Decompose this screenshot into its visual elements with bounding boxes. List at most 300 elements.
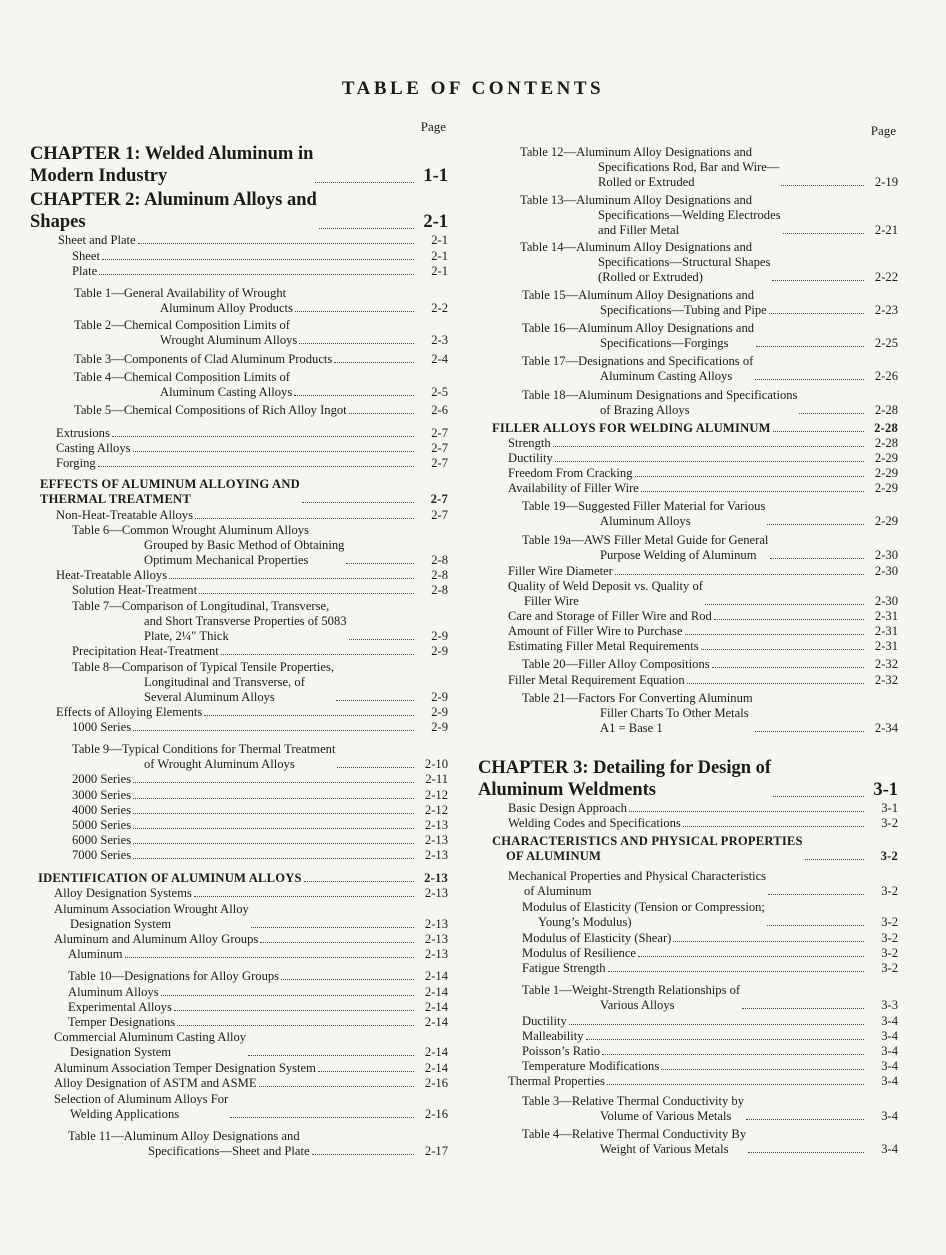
page-number: 2-9 xyxy=(431,720,448,734)
entry-title xyxy=(520,145,779,190)
toc-entry xyxy=(30,233,448,248)
entry-title-line: Table 18—Aluminum Designations and Specifications xyxy=(522,388,798,402)
toc-entry xyxy=(478,388,898,418)
entry-title xyxy=(72,803,131,818)
dot-leader xyxy=(337,767,414,768)
dot-leader xyxy=(248,1055,414,1056)
dot-leader xyxy=(204,715,414,716)
entry-title-line: Alloy Designation of ASTM and ASME xyxy=(54,1076,257,1090)
entry-title xyxy=(72,249,100,264)
page-number: 2-14 xyxy=(424,1061,448,1075)
page-number: 2-9 xyxy=(431,690,448,704)
page-number: 2-4 xyxy=(431,352,448,366)
entry-title-line: Table 15—Aluminum Alloy Designations and xyxy=(522,288,755,302)
entry-title-line: of Wrought Aluminum Alloys xyxy=(144,757,295,771)
toc-entry xyxy=(478,466,898,481)
dot-leader xyxy=(553,446,864,447)
toc-entry xyxy=(30,947,448,962)
entry-title-line: Table 4—Chemical Composition Limits of xyxy=(74,370,290,384)
page-number: 2-11 xyxy=(425,772,448,786)
entry-title-line: Specifications—Sheet and Plate xyxy=(148,1144,310,1158)
entry-title xyxy=(56,456,96,471)
entry-title-line: Aluminum Association Temper Designation System xyxy=(54,1061,316,1075)
entry-title xyxy=(30,143,313,187)
dot-leader xyxy=(133,813,414,814)
entry-title-line: Plate xyxy=(72,264,98,278)
entry-title-line: Table 14—Aluminum Alloy Designations and xyxy=(520,240,753,254)
entry-title-line: Table 9—Typical Conditions for Thermal Treatment xyxy=(72,742,336,756)
entry-title-line: Aluminum Casting Alloys xyxy=(600,369,733,383)
toc-entry xyxy=(478,1059,898,1074)
entry-title xyxy=(72,264,97,279)
dot-leader xyxy=(701,649,864,650)
toc-entry xyxy=(30,249,448,264)
page-number: 2-8 xyxy=(431,553,448,567)
page-number: 2-34 xyxy=(874,721,898,735)
toc-entry xyxy=(30,370,448,400)
entry-title-line: of Aluminum xyxy=(524,884,592,898)
entry-title xyxy=(508,1074,605,1089)
dot-leader xyxy=(805,859,864,860)
entry-title-line: THERMAL TREATMENT xyxy=(40,492,191,506)
entry-title xyxy=(522,983,740,1013)
entry-title-line: (Rolled or Extruded) xyxy=(598,270,703,284)
dot-leader xyxy=(607,1084,864,1085)
entry-title-line: Designation System xyxy=(70,917,172,931)
page-number: 3-4 xyxy=(881,1074,898,1088)
toc-entry xyxy=(478,983,898,1013)
toc-entry xyxy=(478,321,898,351)
entry-title-line: Young’s Modulus) xyxy=(538,915,632,929)
dot-leader xyxy=(169,578,414,579)
entry-title-line: Solution Heat-Treatment xyxy=(72,583,198,597)
toc-entry xyxy=(478,801,898,816)
page-number: 3-4 xyxy=(881,1109,898,1123)
entry-title-line: Grouped by Basic Method of Obtaining xyxy=(144,538,345,552)
toc-entry xyxy=(478,657,898,672)
toc-entry xyxy=(30,1015,448,1030)
page-number: 2-28 xyxy=(874,403,898,417)
page-number: 2-13 xyxy=(424,833,448,847)
dot-leader xyxy=(98,466,414,467)
entry-title-line: Commercial Aluminum Casting Alloy xyxy=(54,1030,247,1044)
entry-title xyxy=(72,788,131,803)
entry-title xyxy=(58,233,136,248)
entry-title xyxy=(522,961,606,976)
page-number: 2-1 xyxy=(431,249,448,263)
toc-entry xyxy=(478,1014,898,1029)
page-number: 2-30 xyxy=(874,564,898,578)
page-number: 3-1 xyxy=(881,801,898,815)
toc-entry xyxy=(478,193,898,238)
entry-title xyxy=(68,1129,310,1159)
entry-title-line: Fatigue Strength xyxy=(522,961,606,975)
toc-entry xyxy=(30,788,448,803)
entry-title-line: 3000 Series xyxy=(72,788,132,802)
toc-entry xyxy=(30,508,448,523)
toc-entry xyxy=(478,451,898,466)
entry-title-line: and Filler Metal xyxy=(598,223,680,237)
entry-title-line: Table 6—Common Wrought Aluminum Alloys xyxy=(72,523,309,537)
dot-leader xyxy=(755,731,864,732)
page-number: 2-30 xyxy=(874,594,898,608)
dot-leader xyxy=(295,311,414,312)
dot-leader xyxy=(799,413,864,414)
entry-title-line: Basic Design Approach xyxy=(508,801,627,815)
page-number: 2-14 xyxy=(424,985,448,999)
entry-title-line: Table 16—Aluminum Alloy Designations and xyxy=(522,321,755,335)
entry-title-line: Aluminum Weldments xyxy=(478,780,657,800)
toc-entry xyxy=(30,818,448,833)
dot-leader xyxy=(555,461,864,462)
entry-title xyxy=(522,1059,659,1074)
section-entry xyxy=(30,871,448,886)
entry-title-line: Table 19a—AWS Filler Metal Guide for General xyxy=(522,533,769,547)
entry-title xyxy=(492,421,771,436)
dot-leader xyxy=(638,956,864,957)
entry-title-line: Table 3—Relative Thermal Conductivity by xyxy=(522,1094,745,1108)
entry-title xyxy=(56,508,193,523)
page-number: 2-14 xyxy=(424,1015,448,1029)
page-column-header: Page xyxy=(420,119,446,134)
page-number: 2-8 xyxy=(431,568,448,582)
entry-title xyxy=(54,1076,257,1091)
dot-leader xyxy=(783,233,864,234)
page-number: 2-7 xyxy=(430,492,448,506)
page-number: 3-2 xyxy=(881,931,898,945)
page-number: 2-16 xyxy=(424,1107,448,1121)
dot-leader xyxy=(602,1054,864,1055)
page-number: 2-7 xyxy=(431,441,448,455)
entry-title-line: EFFECTS OF ALUMINUM ALLOYING AND xyxy=(40,477,300,491)
entry-title-line: 4000 Series xyxy=(72,803,132,817)
toc-entry xyxy=(478,1044,898,1059)
entry-title xyxy=(508,466,633,481)
entry-title-line: A1 = Base 1 xyxy=(600,721,663,735)
page-number: 3-4 xyxy=(881,1059,898,1073)
dot-leader xyxy=(161,995,414,996)
toc-entry xyxy=(30,1129,448,1159)
page-number: 3-4 xyxy=(881,1029,898,1043)
page-title: TABLE OF CONTENTS xyxy=(341,78,605,99)
entry-title xyxy=(40,477,300,507)
entry-title-line: 7000 Series xyxy=(72,848,132,862)
page-number: 2-32 xyxy=(874,657,898,671)
entry-title-line: Table 11—Aluminum Alloy Designations and xyxy=(68,1129,300,1143)
page-column-header: Page xyxy=(870,123,896,138)
entry-title xyxy=(508,869,766,899)
entry-title-line: Aluminum xyxy=(68,947,123,961)
entry-title xyxy=(68,1000,172,1015)
dot-leader xyxy=(133,782,414,783)
chapter-entry xyxy=(30,189,448,233)
entry-title-line: CHAPTER 3: Detailing for Design of xyxy=(478,758,772,778)
dot-leader xyxy=(615,574,864,575)
entry-title xyxy=(68,1015,175,1030)
page-number: 2-29 xyxy=(874,451,898,465)
entry-title-line: Aluminum Alloys xyxy=(68,985,159,999)
entry-title-line: CHAPTER 1: Welded Aluminum in xyxy=(30,144,314,164)
entry-title xyxy=(508,579,703,609)
dot-leader xyxy=(661,1069,864,1070)
entry-title xyxy=(508,639,699,654)
page-number: 2-9 xyxy=(431,629,448,643)
entry-title-line: Rolled or Extruded xyxy=(598,175,695,189)
entry-title xyxy=(54,886,192,901)
dot-leader xyxy=(767,925,864,926)
entry-title xyxy=(508,481,639,496)
entry-title xyxy=(508,436,551,451)
toc-entry xyxy=(478,961,898,976)
dot-leader xyxy=(133,843,414,844)
dot-leader xyxy=(781,185,864,186)
entry-title xyxy=(522,900,765,930)
toc-entry xyxy=(30,886,448,901)
dot-leader xyxy=(586,1039,864,1040)
entry-title-line: of Brazing Alloys xyxy=(600,403,690,417)
toc-entry xyxy=(30,848,448,863)
entry-title-line: Temperature Modifications xyxy=(522,1059,660,1073)
dot-leader xyxy=(334,362,414,363)
entry-title xyxy=(54,1030,246,1060)
dot-leader xyxy=(673,941,864,942)
page-number: 2-29 xyxy=(874,466,898,480)
entry-title xyxy=(56,705,202,720)
toc-entry xyxy=(30,902,448,932)
entry-title-line: Filler Charts To Other Metals xyxy=(600,706,749,720)
entry-title xyxy=(522,1029,584,1044)
entry-title-line: Heat-Treatable Alloys xyxy=(56,568,168,582)
entry-title-line: Amount of Filler Wire to Purchase xyxy=(508,624,683,638)
entry-title-line: Aluminum Alloys xyxy=(600,514,691,528)
page-number: 2-5 xyxy=(431,385,448,399)
dot-leader xyxy=(769,313,864,314)
entry-title xyxy=(72,720,131,735)
entry-title-line: Table 1—General Availability of Wrought xyxy=(74,286,287,300)
entry-title-line: Longitudinal and Transverse, of xyxy=(144,675,305,689)
entry-title xyxy=(508,801,627,816)
toc-entry xyxy=(30,264,448,279)
dot-leader xyxy=(755,379,864,380)
toc-entry xyxy=(30,742,448,772)
toc-entry xyxy=(478,564,898,579)
entry-title-line: Estimating Filler Metal Requirements xyxy=(508,639,699,653)
toc-entry xyxy=(30,932,448,947)
page-number: 2-6 xyxy=(431,403,448,417)
dot-leader xyxy=(133,451,414,452)
entry-title-line: Forging xyxy=(56,456,96,470)
toc-entry xyxy=(478,691,898,736)
page-number: 2-31 xyxy=(874,624,898,638)
entry-title-line: Table 7—Comparison of Longitudinal, Transverse, xyxy=(72,599,330,613)
toc-entry xyxy=(478,1094,898,1124)
entry-title-line: Malleability xyxy=(522,1029,584,1043)
toc-entry xyxy=(30,705,448,720)
dot-leader xyxy=(346,563,414,564)
entry-title-line: Extrusions xyxy=(56,426,110,440)
entry-title xyxy=(54,1061,316,1076)
toc-entry xyxy=(30,1061,448,1076)
dot-leader xyxy=(133,858,414,859)
dot-leader xyxy=(177,1025,414,1026)
dot-leader xyxy=(756,346,864,347)
page-number: 2-13 xyxy=(424,917,448,931)
entry-title xyxy=(72,583,197,598)
page-number: 2-2 xyxy=(431,301,448,315)
entry-title-line: 2000 Series xyxy=(72,772,132,786)
toc-entry xyxy=(478,533,898,563)
entry-title xyxy=(522,321,754,351)
chapter-entry xyxy=(478,757,898,801)
toc-entry xyxy=(478,579,898,609)
dot-leader xyxy=(299,343,414,344)
entry-title-line: Table 19—Suggested Filler Material for Various xyxy=(522,499,766,513)
page-number: 1-1 xyxy=(423,166,448,186)
entry-title xyxy=(72,833,131,848)
entry-title xyxy=(54,902,249,932)
entry-title xyxy=(72,848,131,863)
toc-entry xyxy=(478,145,898,190)
toc-entry xyxy=(478,624,898,639)
page-number: 3-2 xyxy=(881,961,898,975)
page-number: 2-28 xyxy=(874,421,898,435)
dot-leader xyxy=(133,798,414,799)
entry-title-line: 5000 Series xyxy=(72,818,132,832)
page-number: 2-13 xyxy=(424,932,448,946)
entry-title-line: Wrought Aluminum Alloys xyxy=(160,333,298,347)
dot-leader xyxy=(302,502,414,503)
toc-entry xyxy=(478,931,898,946)
entry-title xyxy=(56,426,110,441)
toc-entry xyxy=(478,354,898,384)
dot-leader xyxy=(133,828,414,829)
page-number: 3-3 xyxy=(881,998,898,1012)
page-number: 2-23 xyxy=(874,303,898,317)
toc-entry xyxy=(478,816,898,831)
dot-leader xyxy=(281,979,414,980)
page-number: 2-22 xyxy=(874,270,898,284)
page-number: 2-8 xyxy=(431,583,448,597)
entry-title-line: Quality of Weld Deposit vs. Quality of xyxy=(508,579,703,593)
entry-title-line: Casting Alloys xyxy=(56,441,131,455)
dot-leader xyxy=(260,942,414,943)
toc-entry xyxy=(30,969,448,984)
page-number: 2-9 xyxy=(431,644,448,658)
entry-title-line: CHARACTERISTICS AND PHYSICAL PROPERTIES xyxy=(492,834,803,848)
dot-leader xyxy=(772,280,864,281)
page-number: 2-3 xyxy=(431,333,448,347)
page-number: 3-2 xyxy=(881,816,898,830)
dot-leader xyxy=(133,730,414,731)
page-number: 2-13 xyxy=(424,947,448,961)
section-entry xyxy=(478,834,898,864)
entry-title-line: Aluminum Association Wrought Alloy xyxy=(54,902,249,916)
section-entry xyxy=(30,477,448,507)
page-number: 2-21 xyxy=(874,223,898,237)
entry-title-line: Filler Wire xyxy=(524,594,579,608)
toc-entry xyxy=(30,523,448,568)
entry-title xyxy=(508,451,553,466)
entry-title xyxy=(72,644,219,659)
entry-title-line: Several Aluminum Alloys xyxy=(144,690,275,704)
entry-title-line: Filler Wire Diameter xyxy=(508,564,613,578)
entry-title-line: Poisson’s Ratio xyxy=(522,1044,601,1058)
toc-entry xyxy=(30,568,448,583)
entry-title xyxy=(72,772,131,787)
entry-title-line: Specifications Rod, Bar and Wire— xyxy=(598,160,780,174)
entry-title-line: Specifications—Tubing and Pipe xyxy=(600,303,767,317)
dot-leader xyxy=(685,634,865,635)
entry-title xyxy=(74,370,292,400)
entry-title-line: Shapes xyxy=(30,212,86,232)
entry-title xyxy=(522,388,797,418)
dot-leader xyxy=(742,1008,864,1009)
entry-title xyxy=(68,947,123,962)
page-number: 2-7 xyxy=(431,426,448,440)
dot-leader xyxy=(768,894,864,895)
dot-leader xyxy=(195,518,414,519)
entry-title xyxy=(508,624,683,639)
page-number: 2-13 xyxy=(424,871,448,885)
toc-entry xyxy=(30,403,448,418)
entry-title xyxy=(68,985,159,1000)
entry-title xyxy=(56,568,167,583)
dot-leader xyxy=(174,1010,414,1011)
toc-entry xyxy=(30,1092,448,1122)
page-number: 2-7 xyxy=(431,456,448,470)
toc-entry xyxy=(478,946,898,961)
page-number: 2-9 xyxy=(431,705,448,719)
page-number: 2-13 xyxy=(424,818,448,832)
entry-title xyxy=(72,818,131,833)
page-number: 2-31 xyxy=(874,609,898,623)
dot-leader xyxy=(773,431,864,432)
entry-title xyxy=(522,931,671,946)
entry-title xyxy=(74,286,293,316)
toc-entry xyxy=(478,499,898,529)
entry-title xyxy=(522,1127,746,1157)
entry-title-line: Table 13—Aluminum Alloy Designations and xyxy=(520,193,753,207)
dot-leader xyxy=(349,639,414,640)
entry-title-line: Precipitation Heat-Treatment xyxy=(72,644,219,658)
page-number: 2-26 xyxy=(874,369,898,383)
entry-title-line: 6000 Series xyxy=(72,833,132,847)
entry-title-line: Sheet xyxy=(72,249,100,263)
page-number: 2-14 xyxy=(424,969,448,983)
dot-leader xyxy=(251,927,414,928)
entry-title xyxy=(72,523,344,568)
entry-title xyxy=(72,742,335,772)
entry-title-line: Aluminum and Aluminum Alloy Groups xyxy=(54,932,259,946)
entry-title-line: Experimental Alloys xyxy=(68,1000,172,1014)
entry-title xyxy=(492,834,803,864)
page-number: 2-17 xyxy=(424,1144,448,1158)
entry-title xyxy=(54,932,258,947)
entry-title-line: Table 2—Chemical Composition Limits of xyxy=(74,318,290,332)
entry-title-line: 1000 Series xyxy=(72,720,132,734)
toc-entry xyxy=(478,1074,898,1089)
entry-title-line: Table 12—Aluminum Alloy Designations and xyxy=(520,145,753,159)
entry-title-line: Non-Heat-Treatable Alloys xyxy=(56,508,193,522)
page-number: 2-31 xyxy=(874,639,898,653)
toc-entry xyxy=(30,352,448,367)
page-number: 2-12 xyxy=(424,788,448,802)
toc-entry xyxy=(30,985,448,1000)
dot-leader xyxy=(259,1086,414,1087)
dot-leader xyxy=(705,604,864,605)
page-number: 2-30 xyxy=(874,548,898,562)
dot-leader xyxy=(319,228,414,229)
